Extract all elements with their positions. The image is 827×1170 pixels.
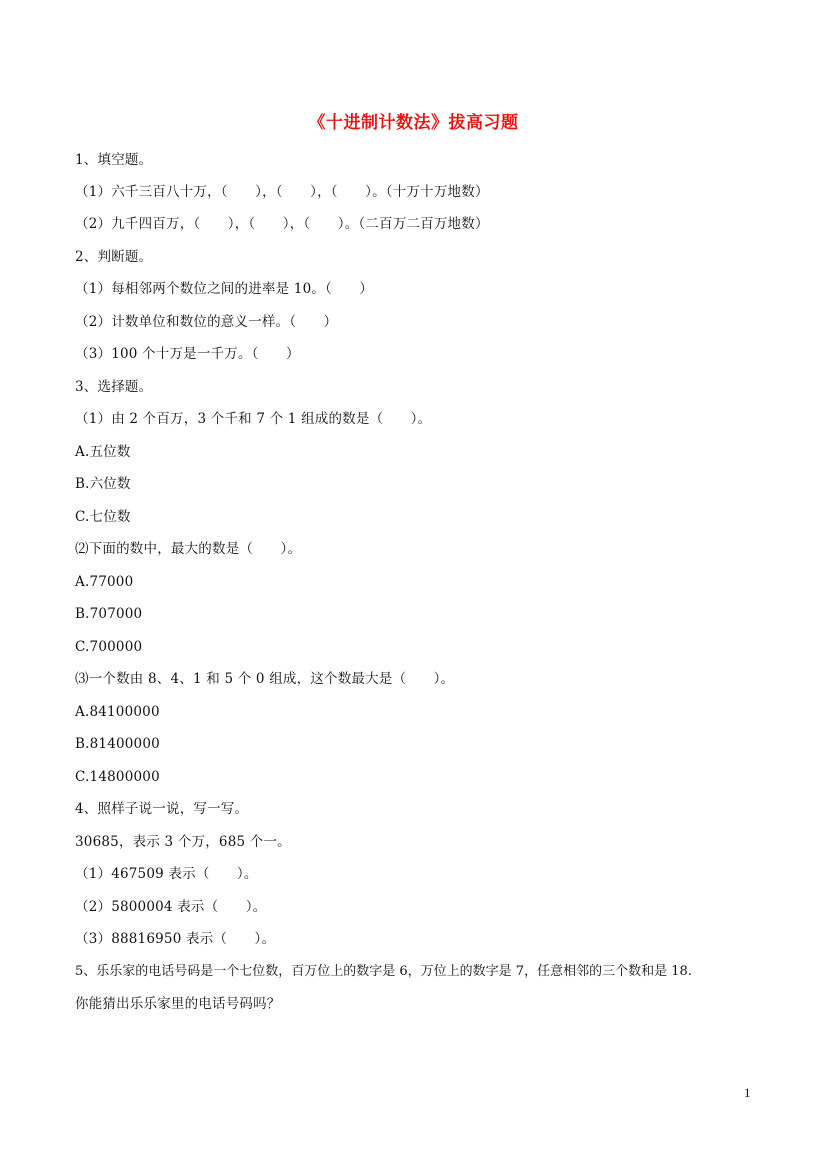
q1-item-1: （1）六千三百八十万，（ ），（ ），（ ）。（十万十万地数）	[75, 184, 489, 200]
q4-item-3: （3）88816950 表示（ ）。	[75, 931, 276, 947]
q4-item-1: （1）467509 表示（ ）。	[75, 866, 258, 882]
q3-part3-option-b: B.81400000	[75, 736, 160, 752]
q2-item-1: （1）每相邻两个数位之间的进率是 10。（ ）	[75, 281, 374, 297]
q3-part2-question: ⑵下面的数中，最大的数是（ ）。	[75, 541, 302, 557]
q3-part3-option-c: C.14800000	[75, 769, 160, 785]
q3-part2-option-c: C.700000	[75, 639, 143, 655]
q5-line-2: 你能猜出乐乐家里的电话号码吗？	[75, 996, 281, 1012]
q3-part1-option-c: C.七位数	[75, 509, 131, 525]
q2-heading: 2、判断题。	[75, 249, 153, 265]
q2-item-2: （2）计数单位和数位的意义一样。（ ）	[75, 314, 338, 330]
page-title: 《十进制计数法》拔高习题	[308, 113, 519, 133]
q2-item-3: （3）100 个十万是一千万。（ ）	[75, 346, 300, 362]
page-number: 1	[744, 1085, 751, 1100]
q4-item-2: （2）5800004 表示（ ）。	[75, 899, 267, 915]
q3-part3-question: ⑶一个数由 8、4、1 和 5 个 0 组成，这个数最大是（ ）。	[75, 671, 455, 687]
q3-part3-option-a: A.84100000	[75, 704, 160, 720]
q3-part1-option-a: A.五位数	[75, 444, 131, 460]
q3-part1-question: （1）由 2 个百万，3 个千和 7 个 1 组成的数是（ ）。	[75, 411, 432, 427]
q3-part2-option-a: A.77000	[75, 574, 134, 590]
q4-example: 30685，表示 3 个万，685 个一。	[75, 834, 291, 850]
q3-part1-option-b: B.六位数	[75, 476, 131, 492]
q1-item-2: （2）九千四百万，（ ），（ ），（ ）。（二百万二百万地数）	[75, 216, 489, 232]
q3-heading: 3、选择题。	[75, 379, 153, 395]
q1-heading: 1、填空题。	[75, 152, 153, 168]
q4-heading: 4、照样子说一说，写一写。	[75, 801, 249, 817]
q3-part2-option-b: B.707000	[75, 606, 143, 622]
q5-line-1: 5、乐乐家的电话号码是一个七位数，百万位上的数字是 6，万位上的数字是 7，任意相邻的三个数和是 18.	[75, 964, 692, 979]
